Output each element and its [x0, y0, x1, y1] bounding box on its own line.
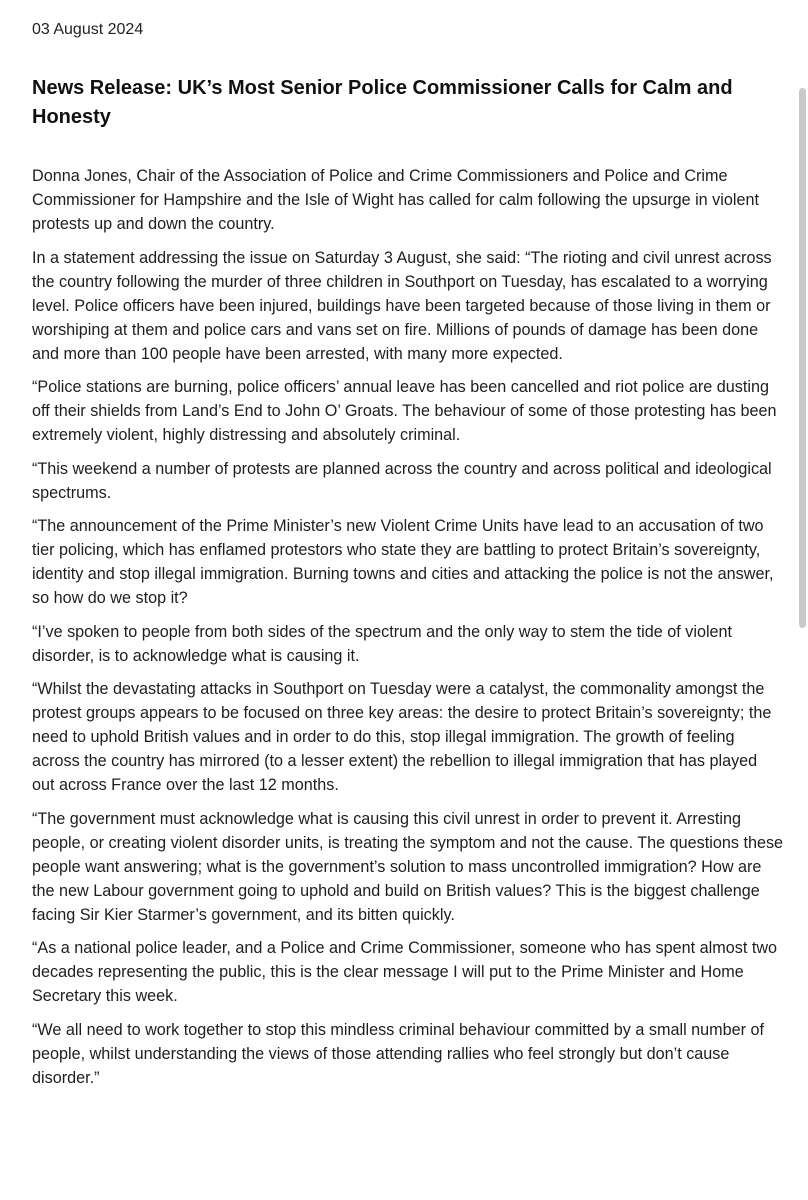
vertical-scrollbar[interactable]	[796, 0, 808, 1200]
paragraph-3: “Police stations are burning, police officers’ annual leave has been cancelled and riot police are dusting off their shields from Land’s End to John O’ Groats. The behaviour of some of those protesting has been extremely violent, highly distressing and absolutely criminal.	[32, 378, 777, 444]
paragraph-9: “As a national police leader, and a Police and Crime Commissioner, someone who has spent almost two decades representing the public, this is the clear message I will put to the Prime Minister and Home Secretary this week.	[32, 939, 778, 1005]
paragraph-6: “I’ve spoken to people from both sides of the spectrum and the only way to stem the tide of violent disorder, is to acknowledge what is causing it.	[32, 622, 733, 665]
paragraph-1: Donna Jones, Chair of the Association of Police and Crime Commissioners and Police and Crime Commissioner for Hampshire and the Isle of Wight has called for calm following the upsurge in violent protests up and down the country.	[32, 167, 759, 233]
paragraph-2: In a statement addressing the issue on Saturday 3 August, she said: “The rioting and civil unrest across the country following the murder of three children in Southport on Tuesday, has escalated to a worrying level. Police officers have been injured, buildings have been targeted because of those living in them or worshiping at them and police cars and vans set on fire. Millions of pounds of damage has been done and more than 100 people have been arrested, with many more expected.	[32, 248, 772, 363]
paragraph-8: “The government must acknowledge what is causing this civil unrest in order to prevent it. Arresting people, or creating violent disorder units, is treating the symptom and not the cause. The questions these people want answering; what is the government’s solution to mass uncontrolled immigration? How are the new Labour government going to uphold and build on British values? This is the biggest challenge facing Sir Kier Starmer’s government, and its bitten quickly.	[32, 809, 784, 924]
paragraph-4: “This weekend a number of protests are planned across the country and across political and ideological spectrums.	[32, 459, 772, 502]
scrollbar-thumb[interactable]	[799, 88, 806, 628]
page-title: News Release: UK’s Most Senior Police Commissioner Calls for Calm and Honesty	[32, 77, 733, 128]
paragraph-10: “We all need to work together to stop this mindless criminal behaviour committed by a small number of people, whilst understanding the views of those attending rallies who feel strongly but don’t cause disorder.”	[32, 1020, 765, 1087]
paragraph-7: “Whilst the devastating attacks in Southport on Tuesday were a catalyst, the commonality amongst the protest groups appears to be focused on three key areas: the desire to protect Britain’s sovereignty; the need to uphold British values and in order to do this, stop illegal immigration. The growth of feeling across the country has mirrored (to a lesser extent) the rebellion to illegal immigration that has played out across France over the last 12 months.	[32, 680, 772, 794]
release-date: 03 August 2024	[32, 21, 144, 38]
paragraph-5: “The announcement of the Prime Minister’s new Violent Crime Units have lead to an accusation of two tier policing, which has enflamed protestors who state they are battling to protect Britain’s sovereignty, identity and stop illegal immigration. Burning towns and cities and attacking the police is not the answer, so how do we stop it?	[32, 517, 774, 607]
document-body	[32, 164, 784, 1099]
